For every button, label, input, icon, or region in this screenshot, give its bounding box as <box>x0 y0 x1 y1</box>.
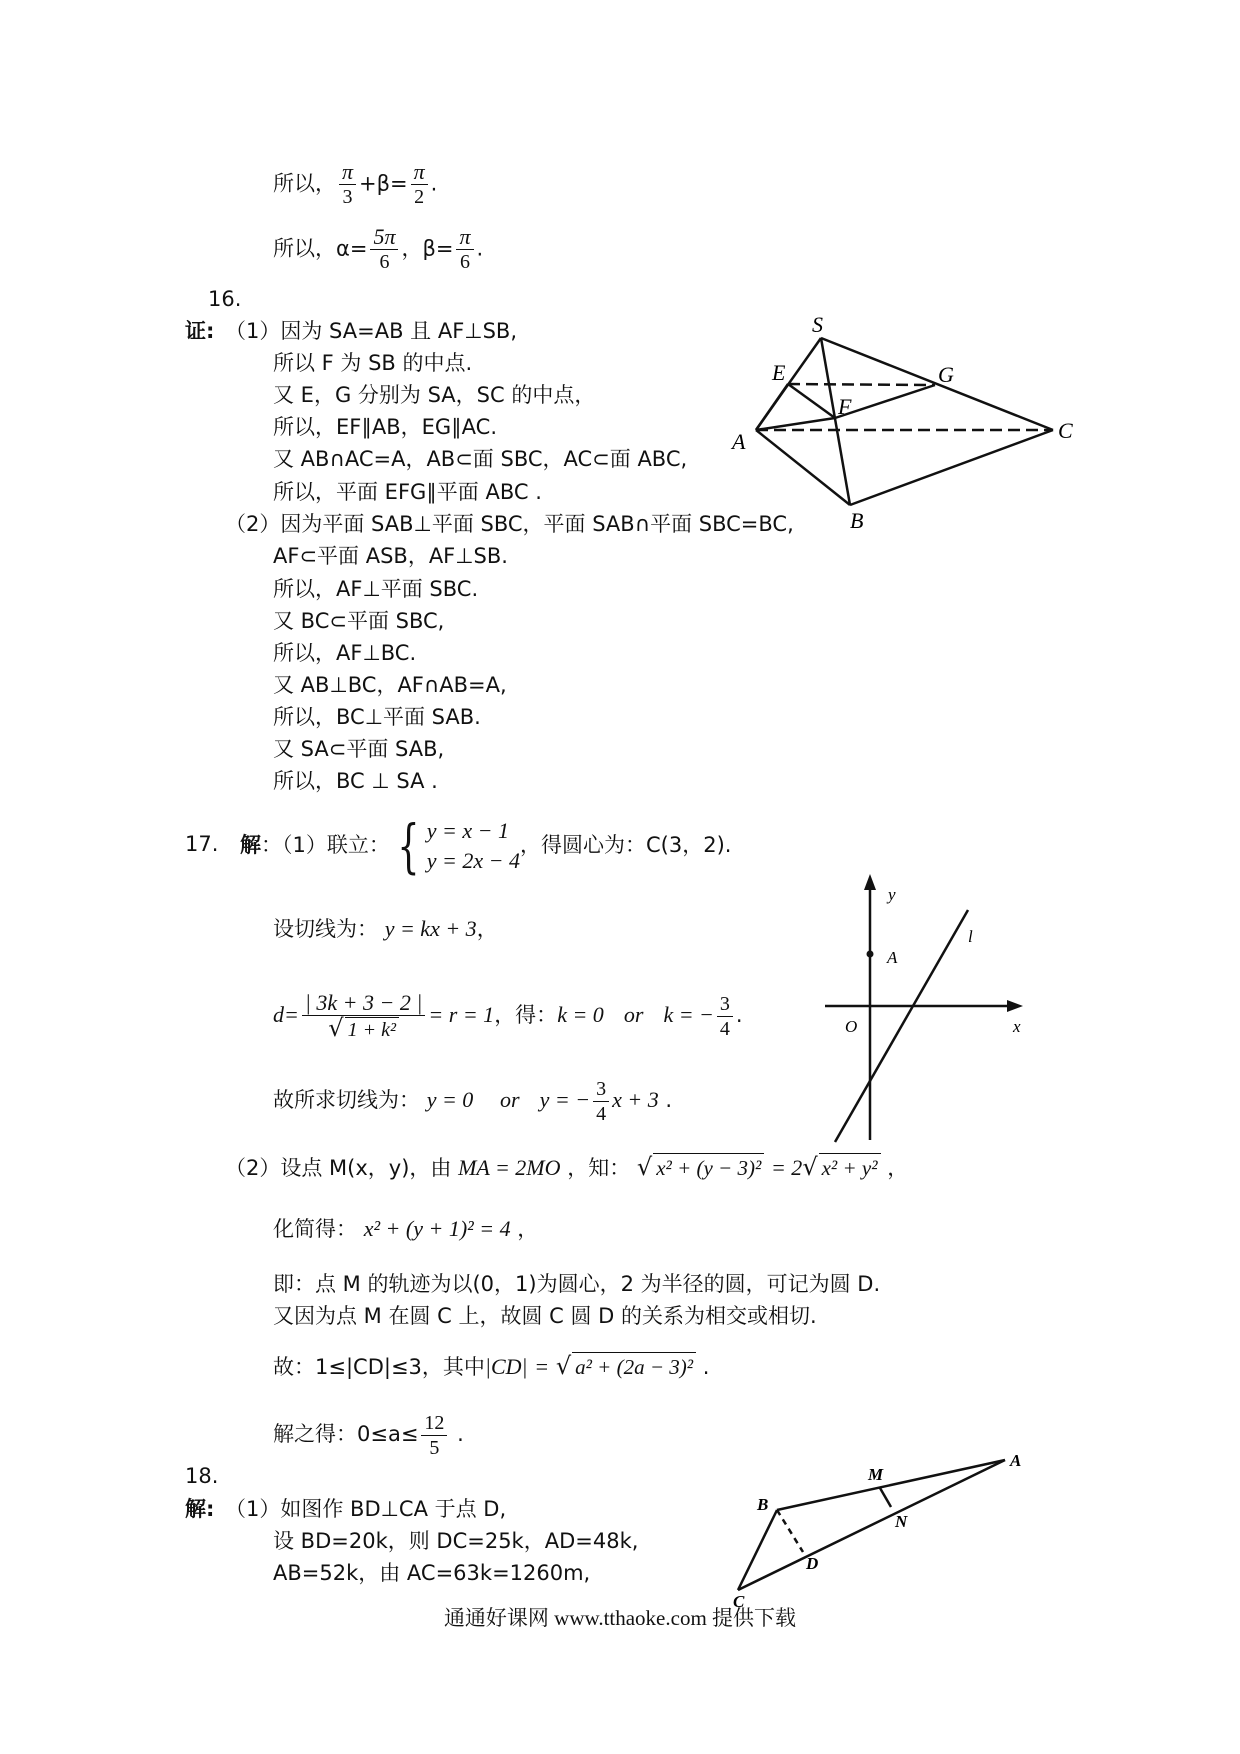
label-M: M <box>868 1465 884 1484</box>
label-B: B <box>850 508 864 530</box>
q16-line-7: （2）因为平面 SAB⊥平面 SBC，平面 SAB∩平面 SBC=BC, <box>225 512 794 536</box>
fraction-pi-3: $\frac{\pi}{3}$ <box>339 160 356 209</box>
q16-line-12: 又 AB⊥BC，AF∩AB=A, <box>273 673 507 697</box>
q16-proof-tag: 证: <box>185 319 215 343</box>
y-axis-arrow <box>864 874 876 890</box>
pyramid-figure <box>720 310 1090 530</box>
q16-line-5: 又 AB∩AC=A，AB⊂面 SBC，AC⊂面 ABC, <box>273 447 688 471</box>
label-origin-O: O <box>845 1017 858 1036</box>
fraction-5pi-6: $\frac{5\pi}{6}$ <box>370 225 398 274</box>
q18-line-3: AB=52k，由 AC=63k=1260m, <box>273 1561 591 1585</box>
q16-line-6: 所以，平面 EFG∥平面 ABC . <box>273 480 542 504</box>
q16-line-4: 所以，EF∥AB，EG∥AC. <box>273 415 497 439</box>
q18-solution-tag: 解: <box>185 1497 215 1521</box>
line-alpha-beta-sum: 所以， $\frac{\pi}{3}$ +β= $\frac{\pi}{2}$ . <box>273 159 438 208</box>
fraction-12-5: $\frac{12}{5}$ <box>421 1411 447 1460</box>
label-x-axis: x <box>1013 1017 1021 1036</box>
q16-line-11: 所以，AF⊥BC. <box>273 641 417 665</box>
q17-locus: 即：点 M 的轨迹为以(0，1)为圆心，2 为半径的圆，可记为圆 D. <box>273 1272 881 1296</box>
label-A: A <box>1010 1451 1022 1470</box>
q16-line-9: 所以，AF⊥平面 SBC. <box>273 577 479 601</box>
dashed-altitude-BD <box>777 1510 803 1552</box>
q17-relation: 又因为点 M 在圆 C 上，故圆 C 圆 D 的关系为相交或相切. <box>273 1304 817 1328</box>
q16-line-3: 又 E，G 分别为 SA，SC 的中点， <box>273 383 596 407</box>
line-alpha-beta-values: 所以，α= $\frac{5\pi}{6}$ ，β= $\frac{\pi}{6}$ . <box>273 224 484 273</box>
q16-line-2: 所以 F 为 SB 的中点. <box>273 351 473 375</box>
label-A: A <box>732 429 746 454</box>
label-B: B <box>757 1495 769 1514</box>
label-D: D <box>806 1554 819 1573</box>
q16-line-1: （1）因为 SA=AB 且 AF⊥SB, <box>225 319 517 343</box>
fraction-pi-2: $\frac{\pi}{2}$ <box>411 160 428 209</box>
q16-line-13: 所以，BC⊥平面 SAB. <box>273 705 481 729</box>
distance-fraction: $\frac{| 3k + 3 - 2 |}{\text{√ 1 + k²}}$ <box>302 991 426 1042</box>
label-C: C <box>733 1592 745 1610</box>
point-A <box>867 951 874 958</box>
label-y-axis: y <box>888 885 896 904</box>
label-N: N <box>895 1512 908 1531</box>
q17-distance-formula: d= $\frac{| 3k + 3 - 2 |}{\text{√ 1 + k²}}$ = r = 1，得：k = 0 or k = − $\frac{3}{4}$ . <box>273 989 743 1042</box>
triangle-figure <box>720 1440 1040 1610</box>
brace-symbol: { <box>397 812 420 880</box>
q17-part1-system: 解：（1）联立： { y = x − 1 y = 2x − 4 ，得圆心为：C(3，2). <box>240 812 732 880</box>
q17-number: 17. <box>185 832 219 856</box>
label-S: S <box>812 312 823 337</box>
label-point-A: A <box>887 948 898 967</box>
fraction-3-4-answer: $\frac{3}{4}$ <box>593 1077 609 1126</box>
q17-tangent-line: 设切线为： y = kx + 3， <box>273 916 498 941</box>
q17-solution: 解之得：0≤a≤ $\frac{12}{5}$ . <box>273 1411 464 1459</box>
label-line-l: l <box>968 927 973 946</box>
q16-line-10: 又 BC⊂平面 SBC, <box>273 609 445 633</box>
q18-line-2: 设 BD=20k，则 DC=25k，AD=48k, <box>273 1529 639 1553</box>
q17-part2: （2）设点 M(x，y)，由 MA = 2MO ，知： √ x² + (y − 3)² = 2√ x² + y² ， <box>225 1153 909 1181</box>
q17-tangent-answer: 故所求切线为： y = 0 or y = − $\frac{3}{4}$ x + 3 . <box>273 1077 673 1125</box>
label-F: F <box>838 394 852 419</box>
q16-number: 16. <box>208 287 242 311</box>
label-C: C <box>1058 418 1073 443</box>
equation-system: y = x − 1 y = 2x − 4 <box>426 818 521 873</box>
q17-cd-range: 故：1≤|CD|≤3，其中|CD| = √ a² + (2a − 3)² . <box>273 1352 710 1380</box>
label-E: E <box>772 360 786 385</box>
coordinate-figure <box>815 870 1045 1150</box>
x-axis-arrow <box>1007 1000 1023 1012</box>
q17-simplify: 化简得： x² + (y + 1)² = 4 ， <box>273 1216 539 1241</box>
label-G: G <box>938 362 954 387</box>
q16-line-14: 又 SA⊂平面 SAB, <box>273 737 445 761</box>
q18-line-1: （1）如图作 BD⊥CA 于点 D, <box>225 1497 507 1521</box>
q16-line-8: AF⊂平面 ASB，AF⊥SB. <box>273 544 508 568</box>
fraction-3-4: $\frac{3}{4}$ <box>717 992 733 1041</box>
q16-line-15: 所以，BC ⊥ SA . <box>273 769 438 793</box>
q18-number: 18. <box>185 1464 219 1488</box>
fraction-pi-6: $\frac{\pi}{6}$ <box>456 225 473 274</box>
page-footer: 通通好课网 www.tthaoke.com 提供下载 <box>443 1606 797 1630</box>
